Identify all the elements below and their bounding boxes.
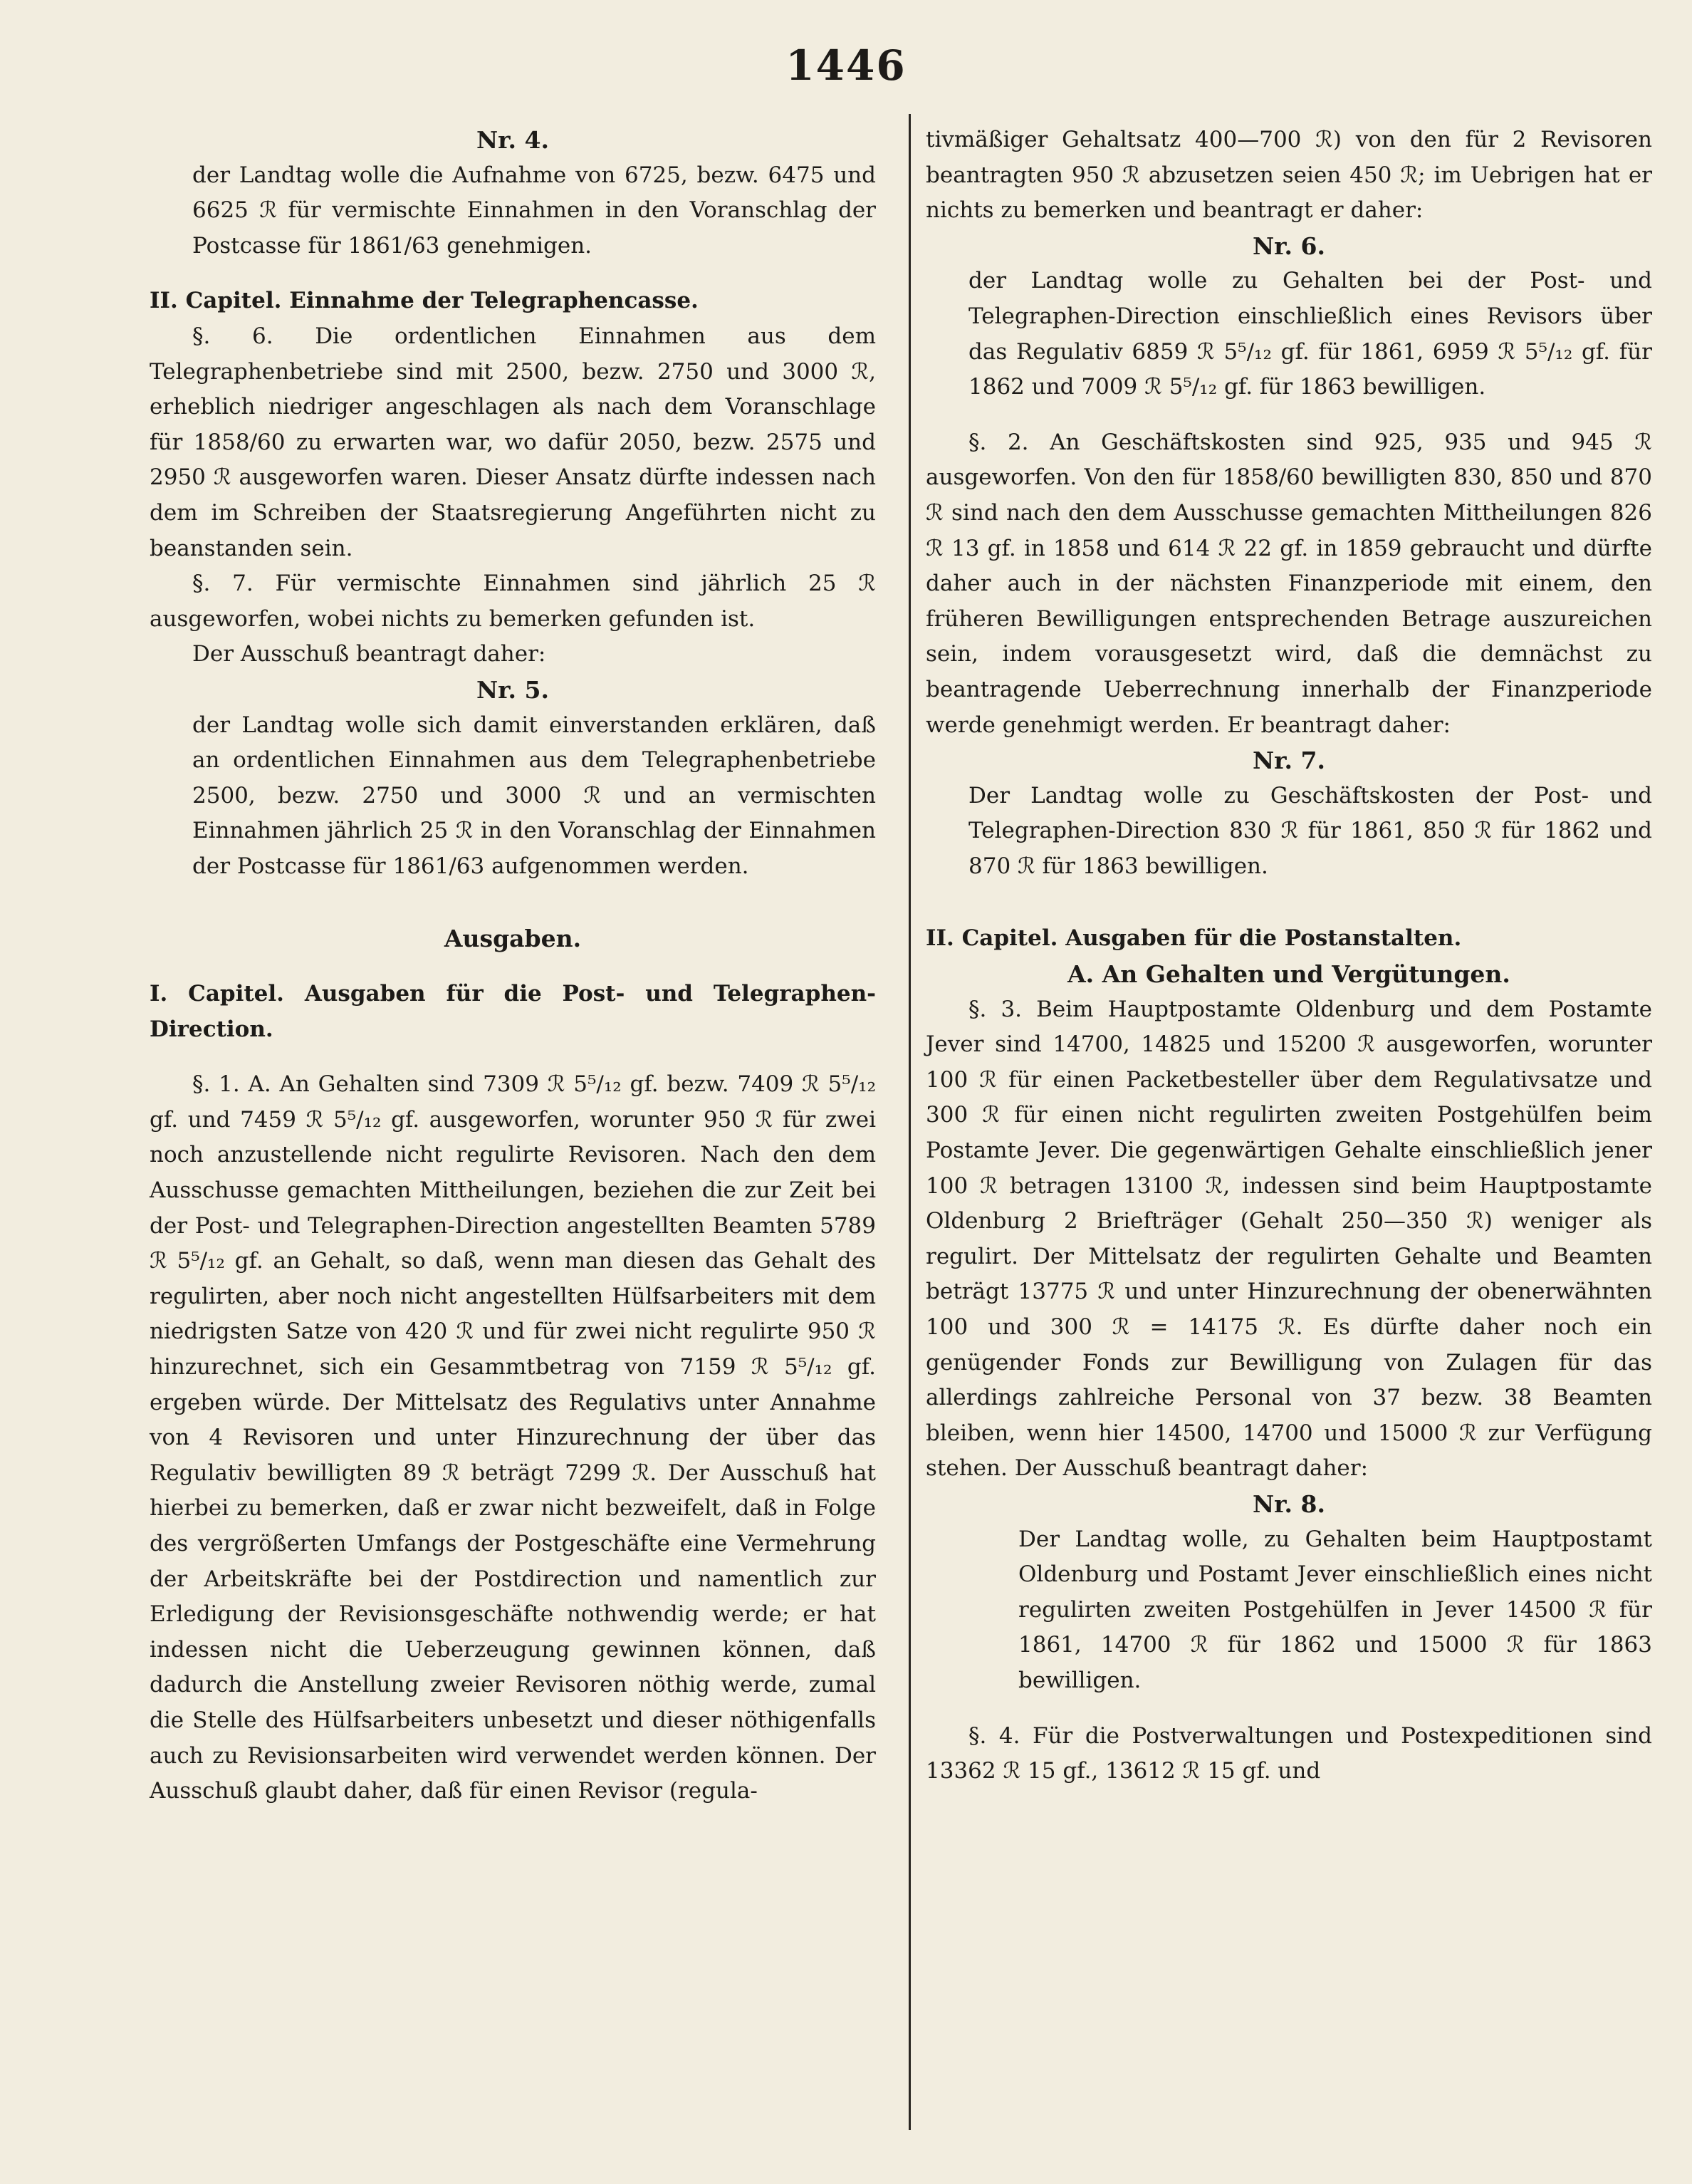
nr5-resolution: der Landtag wolle sich damit einverstanden erklären, daß an ordentlichen Einnahmen aus dem Telegraphenbetriebe 2500, bezw. 2750 und 3000 ℛ und an vermischten Einnahmen jährlich 25 ℛ in den Voranschlag der Einnahmen der Postcasse für 1861/63 aufgenommen werden. — [192, 712, 876, 879]
committee-motion: Der Ausschuß beantragt daher: — [192, 641, 546, 667]
nr7-resolution: Der Landtag wolle zu Geschäftskosten der Post- und Telegraphen-Direction 830 ℛ für 1861, 850 ℛ für 1862 und 870 ℛ für 1863 bewilligen. — [968, 782, 1652, 879]
paragraph-1: §. 1. A. An Gehalten sind 7309 ℛ 5⁵/₁₂ gf. bezw. 7409 ℛ 5⁵/₁₂ gf. und 7459 ℛ 5⁵/₁₂ gf. ausgeworfen, worunter 950 ℛ für zwei noch anzustellende nicht regulirte Revisoren. Nach den dem Ausschusse gemachten Mittheilungen, beziehen die zur Zeit bei der Post- und Telegraphen-Direction angestellten Beamten 5789 ℛ 5⁵/₁₂ gf. an Gehalt, so daß, wenn man diesen das Gehalt des regulirten, aber noch nicht angestellten Hülfsarbeiters mit dem niedrigsten Satze von 420 ℛ und für zwei nicht regulirte 950 ℛ hinzurechnet, sich ein Gesammtbetrag von 7159 ℛ 5⁵/₁₂ gf. ergeben würde. Der Mittelsatz des Regulativs unter Annahme von 4 Revisoren und unter Hinzurechnung der über das Regulativ bewilligten 89 ℛ beträgt 7299 ℛ. Der Ausschuß hat hierbei zu bemerken, daß er zwar nicht bezweifelt, daß in Folge des vergrößerten Umfangs der Postgeschäfte eine Vermehrung der Arbeitskräfte bei der Postdirection und namentlich zur Erledigung der Revisionsgeschäfte nothwendig werde; er hat indessen nicht die Ueberzeugung gewinnen können, daß dadurch die Anstellung zweier Revisoren nöthig werde, zumal die Stelle des Hülfsarbeiters unbesetzt und dieser nöthigenfalls auch zu Revisionsarbeiten wird verwendet werden können. Der Ausschuß glaubt daher, daß für einen Revisor (regula- — [150, 1071, 877, 1804]
nr8-resolution: Der Landtag wolle, zu Gehalten beim Hauptpostamt Oldenburg und Postamt Jever einschließlich eines nicht regulirten zweiten Postgehülfen in Jever 14500 ℛ für 1861, 14700 ℛ für 1862 und 15000 ℛ für 1863 bewilligen. — [1018, 1526, 1652, 1693]
column-divider — [909, 114, 911, 2130]
right-column — [926, 123, 1652, 1789]
nr6-resolution: der Landtag wolle zu Gehalten bei der Post- und Telegraphen-Direction einschließlich eines Revisors über das Regulativ 6859 ℛ 5⁵/₁₂ gf. für 1861, 6959 ℛ 5⁵/₁₂ gf. für 1862 und 7009 ℛ 5⁵/₁₂ gf. für 1863 bewilligen. — [968, 268, 1652, 400]
ausgaben-heading: Ausgaben. — [444, 925, 582, 953]
paragraph-4: §. 4. Für die Postverwaltungen und Postexpeditionen sind 13362 ℛ 15 gf., 13612 ℛ 15 gf. und — [926, 1722, 1652, 1784]
chapter-2-expenses-heading: II. Capitel. Ausgaben für die Postanstalten. — [926, 925, 1462, 952]
nr5-heading: Nr. 5. — [476, 675, 549, 704]
chapter-1-expenses-heading: I. Capitel. Ausgaben für die Post- und Telegraphen-Direction. — [150, 981, 876, 1042]
left-column — [150, 123, 876, 1809]
paragraph-3: §. 3. Beim Hauptpostamte Oldenburg und dem Postamte Jever sind 14700, 14825 und 15200 ℛ ausgeworfen, worunter 100 ℛ für einen Packetbesteller über dem Regulativsatze und 300 ℛ für einen nicht regulirten zweiten Postgehülfen beim Postamte Jever. Die gegenwärtigen Gehalte einschließlich jener 100 ℛ betragen 13100 ℛ, indessen sind beim Hauptpostamte Oldenburg 2 Briefträger (Gehalt 250—350 ℛ) weniger als regulirt. Der Mittelsatz der regulirten Gehalte und Beamten beträgt 13775 ℛ und unter Hinzurechnung der obenerwähnten 100 und 300 ℛ = 14175 ℛ. Es dürfte daher noch ein genügender Fonds zur Bewilligung von Zulagen für das allerdings zahlreiche Personal von 37 bezw. 38 Beamten bleiben, wenn hier 14500, 14700 und 15000 ℛ zur Verfügung stehen. Der Ausschuß beantragt daher: — [926, 996, 1652, 1482]
nr6-heading: Nr. 6. — [1253, 232, 1325, 260]
continuation-text: tivmäßiger Gehaltsatz 400—700 ℛ) von den für 2 Revisoren beantragten 950 ℛ abzusetzen seien 450 ℛ; im Uebrigen hat er nichts zu bemerken und beantragt er daher: — [926, 127, 1652, 224]
nr8-heading: Nr. 8. — [1253, 1489, 1325, 1518]
paragraph-2: §. 2. An Geschäftskosten sind 925, 935 und 945 ℛ ausgeworfen. Von den für 1858/60 bewilligten 830, 850 und 870 ℛ sind nach den dem Ausschusse gemachten Mittheilungen 826 ℛ 13 gf. in 1858 und 614 ℛ 22 gf. in 1859 gebraucht und dürfte daher auch in der nächsten Finanzperiode mit einem, den früheren Bewilligungen entsprechenden Betrage auszureichen sein, indem vorausgesetzt wird, daß die demnächst zu beantragende Ueberrechnung innerhalb der Finanzperiode werde genehmigt werden. Er beantragt daher: — [926, 429, 1652, 738]
nr4-heading: Nr. 4. — [476, 126, 549, 154]
page-number: 1446 — [785, 41, 907, 90]
section-a-heading: A. An Gehalten und Vergütungen. — [1067, 960, 1510, 989]
nr7-heading: Nr. 7. — [1253, 747, 1325, 775]
nr4-resolution: der Landtag wolle die Aufnahme von 6725, bezw. 6475 und 6625 ℛ für vermischte Einnahmen in den Voranschlag der Postcasse für 1861/63 genehmigen. — [192, 162, 876, 259]
paragraph-7: §. 7. Für vermischte Einnahmen sind jährlich 25 ℛ ausgeworfen, wobei nichts zu bemerken gefunden ist. — [150, 571, 876, 632]
paragraph-6: §. 6. Die ordentlichen Einnahmen aus dem Telegraphenbetriebe sind mit 2500, bezw. 2750 und 3000 ℛ, erheblich niedriger angeschlagen als nach dem Voranschlage für 1858/60 zu erwarten war, wo dafür 2050, bezw. 2575 und 2950 ℛ ausgeworfen waren. Dieser Ansatz dürfte indessen nach dem im Schreiben der Staatsregierung Angeführten nicht zu beanstanden sein. — [150, 323, 876, 561]
chapter-2-income-heading: II. Capitel. Einnahme der Telegraphencasse. — [150, 288, 699, 314]
